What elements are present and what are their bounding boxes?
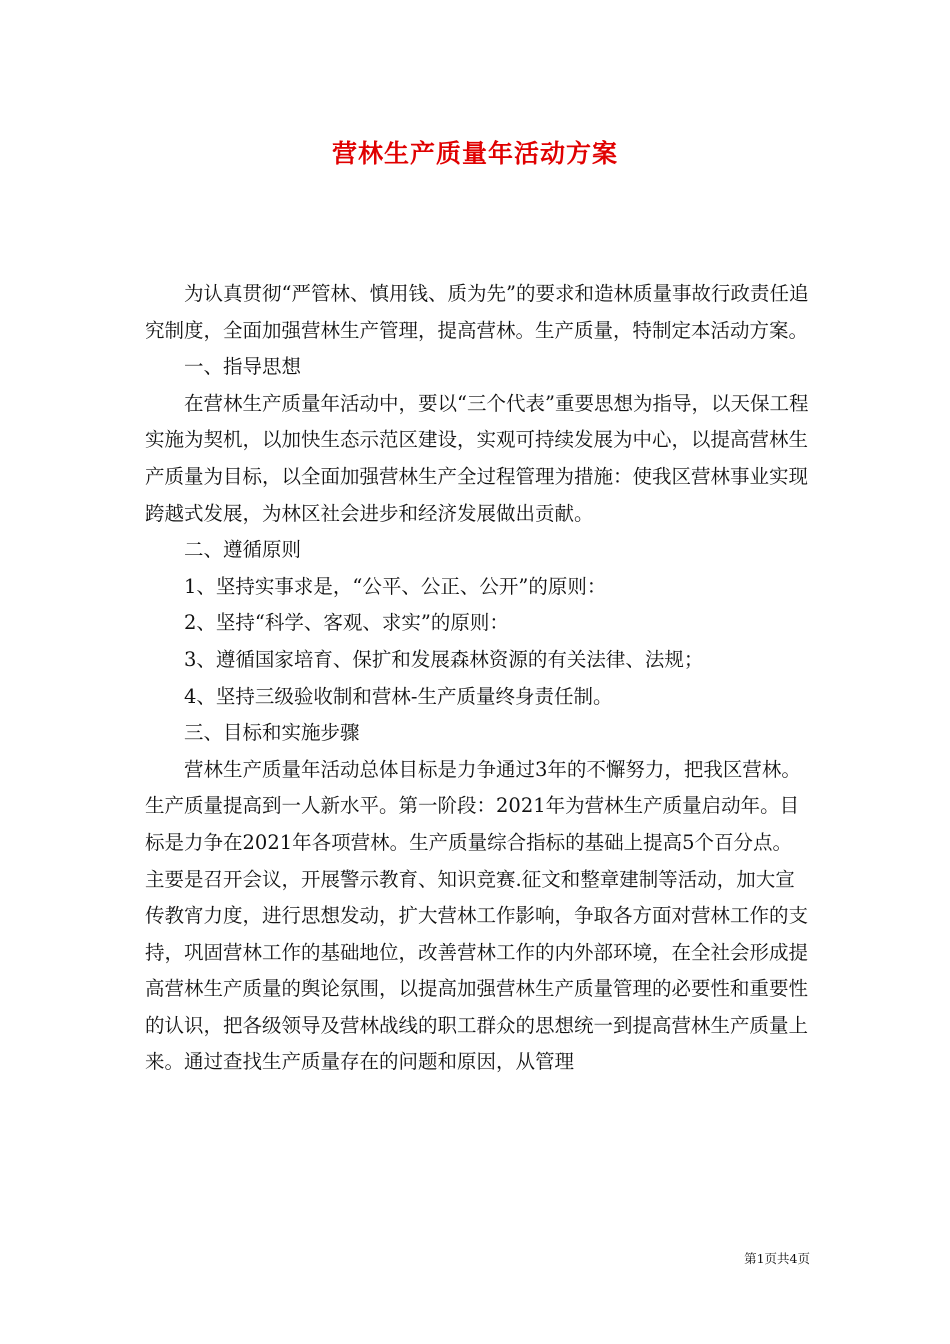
section-heading-principles: 二、遵循原则 (184, 538, 302, 562)
paragraph-intro: 为认真贯彻“严管林、慎用钱、质为先”的要求和造林质量事故行政责任追究制度，全面加强营林生产管理，提高营林。生产质量，特制定本活动方案。 (145, 282, 809, 342)
section-heading-goals: 三、目标和实施步骤 (184, 721, 360, 745)
principle-item-4: 4、坚持三级验收制和营林-生产质量终身责任制。 (184, 684, 613, 708)
principle-item-3: 3、遵循国家培育、保扩和发展森林资源的有关法律、法规； (184, 647, 704, 671)
paragraph-guiding-thought: 在营林生产质量年活动中，要以“三个代表”重要思想为指导，以天保工程实施为契机，以加快生态示范区建设，实观可持续发展为中心，以提高营林生产质量为目标，以全面加强营林生产全过程管理为措施：使我区营林事业实现跨越式发展，为林区社会进步和经济发展做出贡献。 (145, 391, 809, 525)
document-title: 营林生产质量年活动方案 (331, 139, 618, 168)
document-body (145, 276, 810, 1081)
principle-item-2: 2、坚持“科学、客观、求实”的原则： (184, 611, 509, 635)
section-heading-guiding-thought: 一、指导思想 (184, 355, 302, 379)
paragraph-goals: 营林生产质量年活动总体目标是力争通过3年的不懈努力，把我区营林。生产质量提高到一人新水平。第一阶段：2021年为营林生产质量启动年。目标是力争在2021年各项营林。生产质量综合指标的基础上提高5个百分点。主要是召开会议，开展警示教育、知识竞赛.征文和整章建制等活动，加大宣传教宵力度，进行思想发动，扩大营林工作影响，争取各方面对营林工作的支持，巩固营林工作的基础地位，改善营林工作的内外部环境，在全社会形成提高营林生产质量的舆论氛围，以提高加强营林生产质量管理的必要性和重要性的认识，把各级领导及营林战线的职工群众的思想统一到提高营林生产质量上来。通过查找生产质量存在的问题和原因，从管理 (145, 757, 809, 1074)
page-number: 第1页共4页 (744, 1251, 810, 1266)
principle-item-1: 1、坚持实事求是，“公平、公正、公开”的原则： (184, 574, 607, 598)
